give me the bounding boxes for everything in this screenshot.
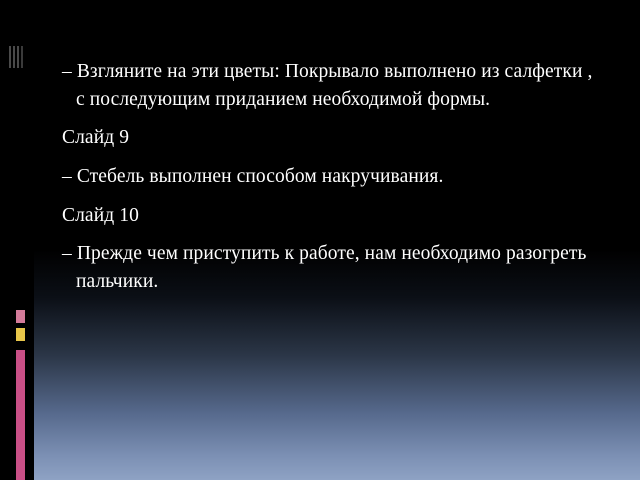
slide-paragraph-3: – Стебель выполнен способом накручивания. xyxy=(62,166,444,188)
slide-paragraph-4: Слайд 10 xyxy=(62,204,139,226)
slide-text-body xyxy=(62,58,602,308)
hatch-mark xyxy=(17,46,19,68)
slide-paragraph-5: – Прежде чем приступить к работе, нам необходимо разогреть пальчики. xyxy=(62,243,587,293)
tick-pink xyxy=(16,310,25,323)
top-hatch-marks-decoration xyxy=(9,46,27,68)
left-vertical-accent-bar xyxy=(16,350,25,480)
tick-yellow xyxy=(16,328,25,341)
hatch-mark xyxy=(9,46,11,68)
slide-paragraph-2: Слайд 9 xyxy=(62,127,130,149)
left-color-ticks xyxy=(16,310,26,346)
hatch-mark xyxy=(21,46,23,68)
hatch-mark xyxy=(13,46,15,68)
slide-paragraph-1: – Взгляните на эти цветы: Покрывало выполнено из салфетки , с последующим приданием необходимой формы. xyxy=(62,61,593,110)
